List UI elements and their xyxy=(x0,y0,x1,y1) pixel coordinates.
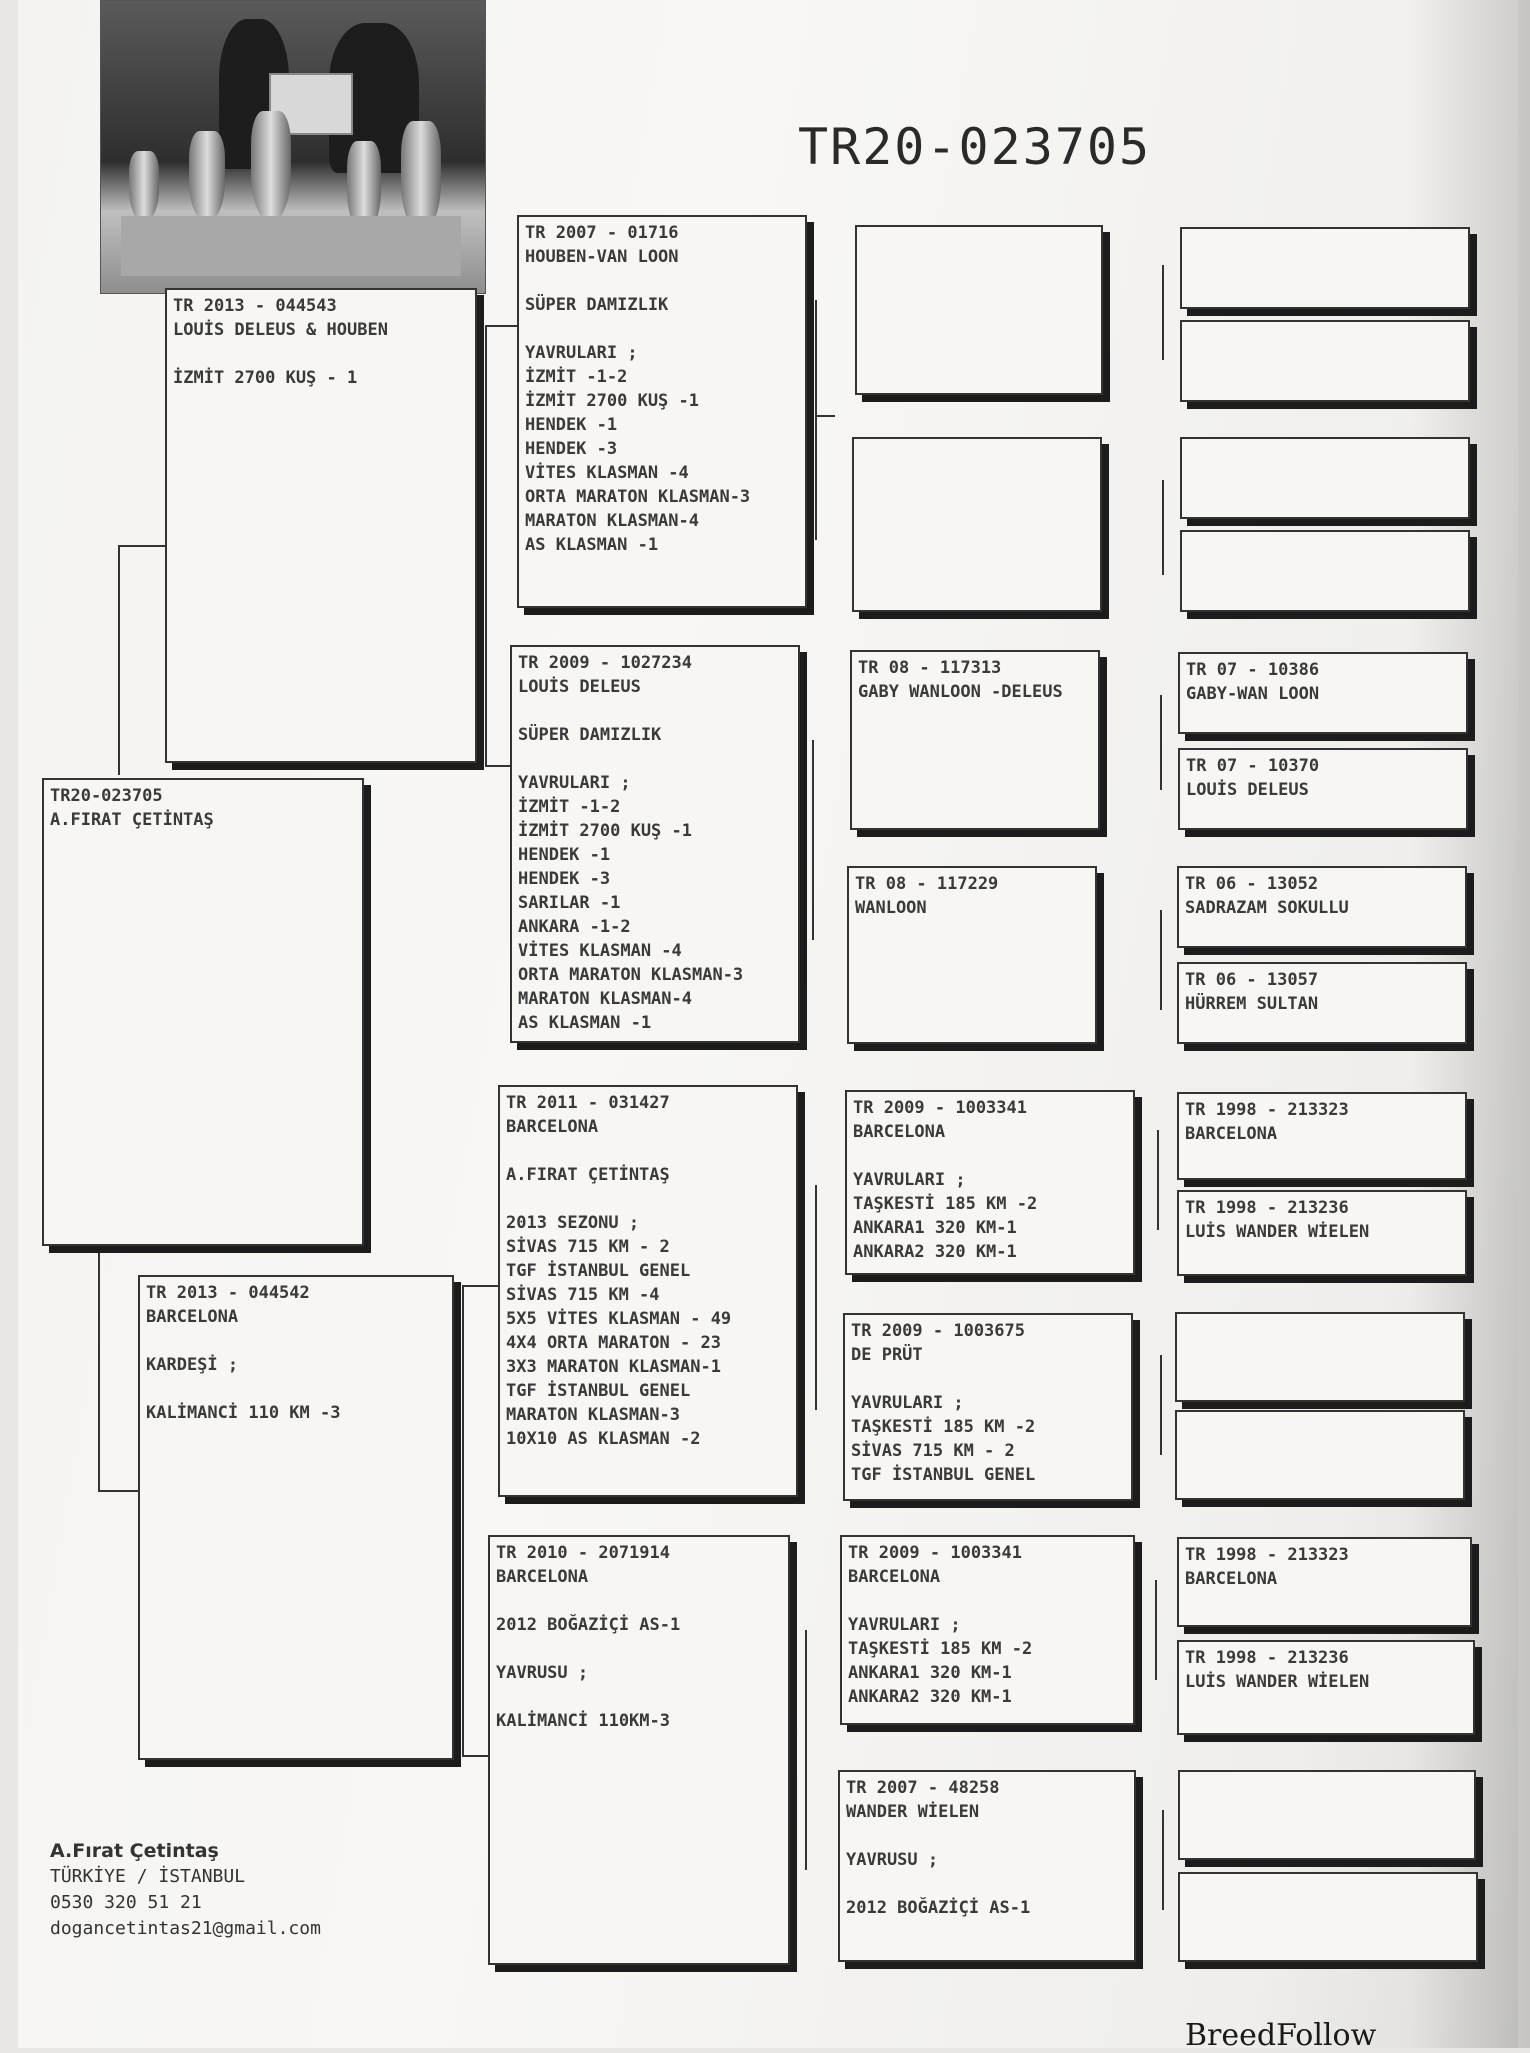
pedigree-line: SİVAS 715 KM - 2 xyxy=(851,1441,1015,1461)
pedigree-line: TR 2007 - 01716 xyxy=(525,223,679,243)
pedigree-line: LUİS WANDER WİELEN xyxy=(1185,1672,1370,1692)
pedigree-line: YAVRULARI ; xyxy=(848,1615,961,1635)
pedigree-line: ORTA MARATON KLASMAN-3 xyxy=(518,965,744,985)
pedigree-line: 3X3 MARATON KLASMAN-1 xyxy=(506,1357,721,1377)
pedigree-line: ANKARA1 320 KM-1 xyxy=(848,1663,1012,1683)
owner-email[interactable]: dogancetintas21@gmail.com xyxy=(50,1918,321,1939)
pedigree-sd-dam xyxy=(847,866,1097,1044)
pedigree-line: TAŞKESTİ 185 KM -2 xyxy=(848,1639,1033,1659)
pedigree-g4-13 xyxy=(1177,1537,1472,1627)
page-title: TR20-023705 xyxy=(798,118,1152,176)
pedigree-line: TR 2010 - 2071914 xyxy=(496,1543,670,1563)
pedigree-line: TAŞKESTİ 185 KM -2 xyxy=(853,1194,1038,1214)
pedigree-line: TR 07 - 10386 xyxy=(1186,660,1320,680)
pedigree-line: TR 2013 - 044543 xyxy=(173,296,337,316)
pedigree-line: TR 2007 - 48258 xyxy=(846,1778,1000,1798)
pedigree-line: TR20-023705 xyxy=(50,786,163,806)
pedigree-line: HÜRREM SULTAN xyxy=(1185,994,1319,1014)
pedigree-line: ANKARA1 320 KM-1 xyxy=(853,1218,1017,1238)
pedigree-line: LOUİS DELEUS xyxy=(1186,780,1309,800)
pedigree-line: TR 2009 - 1027234 xyxy=(518,653,692,673)
pedigree-line: TR 2013 - 044542 xyxy=(146,1283,310,1303)
pedigree-line: KALİMANCİ 110KM-3 xyxy=(496,1711,670,1731)
pedigree-line: TR 1998 - 213236 xyxy=(1185,1648,1349,1668)
pedigree-ss-dam xyxy=(852,437,1102,612)
pedigree-line xyxy=(853,1144,1127,1168)
pedigree-sire xyxy=(165,288,477,763)
owner-contact xyxy=(50,1838,321,1942)
pedigree-g4-15 xyxy=(1178,1770,1476,1860)
pedigree-line xyxy=(848,1589,1127,1613)
pedigree-g4-11 xyxy=(1175,1312,1465,1402)
owner-location: TÜRKİYE / İSTANBUL xyxy=(50,1866,246,1887)
pedigree-line: BARCELONA xyxy=(1185,1124,1278,1144)
pedigree-line: VİTES KLASMAN -4 xyxy=(518,941,682,961)
trophy-photo xyxy=(100,0,486,294)
owner-phone: 0530 320 51 21 xyxy=(50,1892,202,1913)
pedigree-line: HENDEK -3 xyxy=(525,439,618,459)
pedigree-line: SARILAR -1 xyxy=(518,893,621,913)
pedigree-line: BARCELONA xyxy=(1185,1569,1278,1589)
pedigree-line: YAVRULARI ; xyxy=(525,343,638,363)
pedigree-line: YAVRULARI ; xyxy=(518,773,631,793)
pedigree-line: TAŞKESTİ 185 KM -2 xyxy=(851,1417,1036,1437)
pedigree-line: TR 2009 - 1003341 xyxy=(853,1098,1027,1118)
pedigree-g4-14 xyxy=(1177,1640,1475,1735)
pedigree-g4-12 xyxy=(1175,1410,1465,1500)
pedigree-line: 2012 BOĞAZİÇİ AS-1 xyxy=(846,1898,1031,1918)
pedigree-line: TR 07 - 10370 xyxy=(1186,756,1320,776)
pedigree-g4-6 xyxy=(1178,748,1468,830)
pedigree-line: TR 2009 - 1003675 xyxy=(851,1321,1025,1341)
pedigree-line: A.FIRAT ÇETİNTAŞ xyxy=(506,1165,670,1185)
pedigree-g4-5 xyxy=(1178,652,1468,734)
pedigree-dam-sire xyxy=(498,1085,798,1497)
pedigree-line: İZMİT -1-2 xyxy=(518,797,621,817)
pedigree-line: YAVRULARI ; xyxy=(853,1170,966,1190)
pedigree-line: BARCELONA xyxy=(146,1307,239,1327)
pedigree-line: LUİS WANDER WİELEN xyxy=(1185,1222,1370,1242)
pedigree-sire-sire xyxy=(517,215,807,608)
pedigree-line xyxy=(506,1187,790,1211)
pedigree-line xyxy=(518,699,792,723)
pedigree-line: KARDEŞİ ; xyxy=(146,1355,239,1375)
pedigree-g4-9 xyxy=(1177,1092,1467,1180)
pedigree-line: 10X10 AS KLASMAN -2 xyxy=(506,1429,701,1449)
pedigree-sd-sire xyxy=(850,650,1100,830)
pedigree-line: BARCELONA xyxy=(853,1122,946,1142)
pedigree-line: SİVAS 715 KM -4 xyxy=(506,1285,660,1305)
pedigree-line xyxy=(525,317,799,341)
pedigree-line xyxy=(496,1637,782,1661)
pedigree-line: YAVRUSU ; xyxy=(846,1850,939,1870)
pedigree-g4-7 xyxy=(1177,866,1467,948)
pedigree-line: TR 06 - 13057 xyxy=(1185,970,1319,990)
pedigree-sire-dam xyxy=(510,645,800,1043)
pedigree-g4-1 xyxy=(1180,227,1470,309)
pedigree-line: TR 1998 - 213323 xyxy=(1185,1545,1349,1565)
pedigree-line: HENDEK -1 xyxy=(525,415,618,435)
pedigree-line: YAVRUSU ; xyxy=(496,1663,589,1683)
pedigree-line: TGF İSTANBUL GENEL xyxy=(851,1465,1036,1485)
pedigree-line: 5X5 VİTES KLASMAN - 49 xyxy=(506,1309,732,1329)
pedigree-g4-10 xyxy=(1177,1190,1467,1276)
pedigree-ss-sire xyxy=(855,225,1103,395)
pedigree-line: AS KLASMAN -1 xyxy=(518,1013,652,1033)
pedigree-g4-8 xyxy=(1177,962,1467,1044)
pedigree-line xyxy=(146,1377,446,1401)
pedigree-line xyxy=(173,342,469,366)
pedigree-line xyxy=(851,1367,1125,1391)
pedigree-line: ORTA MARATON KLASMAN-3 xyxy=(525,487,751,507)
pedigree-line: A.FIRAT ÇETİNTAŞ xyxy=(50,810,214,830)
pedigree-line: TR 2011 - 031427 xyxy=(506,1093,670,1113)
pedigree-line: YAVRULARI ; xyxy=(851,1393,964,1413)
pedigree-line: SADRAZAM SOKULLU xyxy=(1185,898,1349,918)
pedigree-line: GABY-WAN LOON xyxy=(1186,684,1320,704)
pedigree-line xyxy=(846,1824,1128,1848)
pedigree-line: TR 1998 - 213323 xyxy=(1185,1100,1349,1120)
pedigree-line: 2013 SEZONU ; xyxy=(506,1213,640,1233)
pedigree-ds-sire xyxy=(845,1090,1135,1275)
pedigree-line: ANKARA2 320 KM-1 xyxy=(853,1242,1017,1262)
pedigree-g4-4 xyxy=(1180,530,1470,612)
pedigree-line: MARATON KLASMAN-3 xyxy=(506,1405,680,1425)
pedigree-line: TR 08 - 117313 xyxy=(858,658,1002,678)
pedigree-line: BARCELONA xyxy=(496,1567,589,1587)
pedigree-dam-dam xyxy=(488,1535,790,1965)
pedigree-line: KALİMANCİ 110 KM -3 xyxy=(146,1403,341,1423)
pedigree-line xyxy=(525,269,799,293)
pedigree-line: HENDEK -1 xyxy=(518,845,611,865)
pedigree-line: İZMİT 2700 KUŞ -1 xyxy=(518,821,692,841)
brand-logo-text: BreedFollow xyxy=(1185,2018,1377,2053)
pedigree-line: DE PRÜT xyxy=(851,1345,923,1365)
pedigree-g4-2 xyxy=(1180,320,1470,402)
pedigree-ds-dam xyxy=(843,1313,1133,1501)
pedigree-line: WANDER WİELEN xyxy=(846,1802,980,1822)
pedigree-line: TGF İSTANBUL GENEL xyxy=(506,1381,691,1401)
pedigree-line: TGF İSTANBUL GENEL xyxy=(506,1261,691,1281)
pedigree-line xyxy=(496,1685,782,1709)
pedigree-g4-16 xyxy=(1178,1872,1478,1962)
pedigree-line: LOUİS DELEUS & HOUBEN xyxy=(173,320,388,340)
pedigree-line xyxy=(146,1329,446,1353)
pedigree-line: ANKARA -1-2 xyxy=(518,917,631,937)
pedigree-line: SİVAS 715 KM - 2 xyxy=(506,1237,670,1257)
pedigree-dd-dam xyxy=(838,1770,1136,1962)
pedigree-dam xyxy=(138,1275,454,1760)
pedigree-self xyxy=(42,778,364,1246)
pedigree-line: HOUBEN-VAN LOON xyxy=(525,247,679,267)
pedigree-line: HENDEK -3 xyxy=(518,869,611,889)
pedigree-line: İZMİT 2700 KUŞ -1 xyxy=(525,391,699,411)
pedigree-line: MARATON KLASMAN-4 xyxy=(525,511,699,531)
pedigree-line: TR 2009 - 1003341 xyxy=(848,1543,1022,1563)
pedigree-line: LOUİS DELEUS xyxy=(518,677,641,697)
pedigree-line: AS KLASMAN -1 xyxy=(525,535,659,555)
pedigree-line: 2012 BOĞAZİÇİ AS-1 xyxy=(496,1615,681,1635)
pedigree-dd-sire xyxy=(840,1535,1135,1725)
pedigree-line: İZMİT -1-2 xyxy=(525,367,628,387)
pedigree-line: BARCELONA xyxy=(506,1117,599,1137)
pedigree-line xyxy=(518,747,792,771)
pedigree-line: TR 1998 - 213236 xyxy=(1185,1198,1349,1218)
pedigree-g4-3 xyxy=(1180,437,1470,519)
pedigree-line: BARCELONA xyxy=(848,1567,941,1587)
pedigree-line: 4X4 ORTA MARATON - 23 xyxy=(506,1333,721,1353)
pedigree-line: SÜPER DAMIZLIK xyxy=(518,725,662,745)
pedigree-line: TR 06 - 13052 xyxy=(1185,874,1319,894)
pedigree-line: ANKARA2 320 KM-1 xyxy=(848,1687,1012,1707)
pedigree-line: MARATON KLASMAN-4 xyxy=(518,989,692,1009)
pedigree-line: SÜPER DAMIZLIK xyxy=(525,295,669,315)
pedigree-line: TR 08 - 117229 xyxy=(855,874,999,894)
pedigree-line xyxy=(846,1872,1128,1896)
pedigree-line: VİTES KLASMAN -4 xyxy=(525,463,689,483)
pedigree-line xyxy=(506,1139,790,1163)
pedigree-line xyxy=(496,1589,782,1613)
pedigree-line: GABY WANLOON -DELEUS xyxy=(858,682,1063,702)
owner-name: A.Fırat Çetintaş xyxy=(50,1840,219,1862)
pedigree-line: WANLOON xyxy=(855,898,927,918)
pedigree-line: İZMİT 2700 KUŞ - 1 xyxy=(173,368,358,388)
